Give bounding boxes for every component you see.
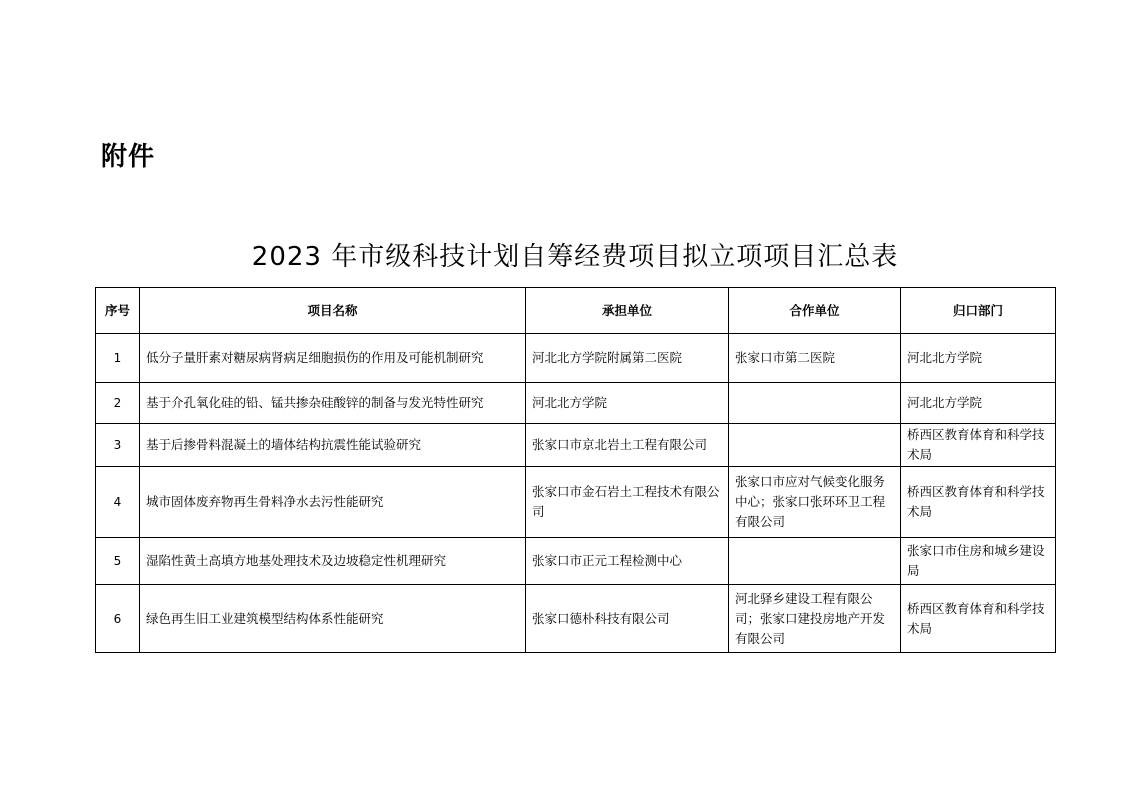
cell-undertaker: 河北北方学院附属第二医院 [526, 334, 729, 383]
cell-partner [729, 424, 901, 467]
table-row [96, 538, 1056, 585]
cell-authority: 桥西区教育体育和科学技术局 [901, 424, 1056, 467]
table-row [96, 467, 1056, 538]
table-row [96, 424, 1056, 467]
cell-project-name: 城市固体废弃物再生骨料净水去污性能研究 [140, 467, 526, 538]
cell-partner: 张家口市第二医院 [729, 334, 901, 383]
header-undertaker: 承担单位 [526, 288, 729, 334]
cell-authority: 桥西区教育体育和科学技术局 [901, 467, 1056, 538]
table-row [96, 383, 1056, 424]
cell-undertaker: 河北北方学院 [526, 383, 729, 424]
header-authority: 归口部门 [901, 288, 1056, 334]
cell-undertaker: 张家口德朴科技有限公司 [526, 585, 729, 653]
cell-partner [729, 383, 901, 424]
cell-project-name: 湿陷性黄土高填方地基处理技术及边坡稳定性机理研究 [140, 538, 526, 585]
header-seq: 序号 [96, 288, 140, 334]
cell-project-name: 基于介孔氧化硅的铅、锰共掺杂硅酸锌的制备与发光特性研究 [140, 383, 526, 424]
cell-seq: 2 [96, 383, 140, 424]
cell-seq: 6 [96, 585, 140, 653]
cell-seq: 4 [96, 467, 140, 538]
cell-authority: 河北北方学院 [901, 334, 1056, 383]
cell-project-name: 基于后掺骨料混凝土的墙体结构抗震性能试验研究 [140, 424, 526, 467]
document-title: 2023 年市级科技计划自筹经费项目拟立项项目汇总表 [251, 242, 899, 272]
cell-partner: 河北驿乡建设工程有限公司；张家口建投房地产开发有限公司 [729, 585, 901, 653]
attachment-label: 附件 [101, 142, 156, 172]
cell-seq: 5 [96, 538, 140, 585]
cell-partner: 张家口市应对气候变化服务中心；张家口张环环卫工程有限公司 [729, 467, 901, 538]
cell-undertaker: 张家口市正元工程检测中心 [526, 538, 729, 585]
header-project-name: 项目名称 [140, 288, 526, 334]
cell-seq: 1 [96, 334, 140, 383]
table-row [96, 585, 1056, 653]
cell-authority: 张家口市住房和城乡建设局 [901, 538, 1056, 585]
header-partner: 合作单位 [729, 288, 901, 334]
cell-project-name: 绿色再生旧工业建筑模型结构体系性能研究 [140, 585, 526, 653]
cell-undertaker: 张家口市京北岩土工程有限公司 [526, 424, 729, 467]
project-summary-table [95, 287, 1056, 653]
cell-undertaker: 张家口市金石岩土工程技术有限公司 [526, 467, 729, 538]
cell-authority: 河北北方学院 [901, 383, 1056, 424]
table-row [96, 334, 1056, 383]
cell-partner [729, 538, 901, 585]
cell-project-name: 低分子量肝素对糖尿病肾病足细胞损伤的作用及可能机制研究 [140, 334, 526, 383]
cell-seq: 3 [96, 424, 140, 467]
cell-authority: 桥西区教育体育和科学技术局 [901, 585, 1056, 653]
table-header-row [96, 288, 1056, 334]
